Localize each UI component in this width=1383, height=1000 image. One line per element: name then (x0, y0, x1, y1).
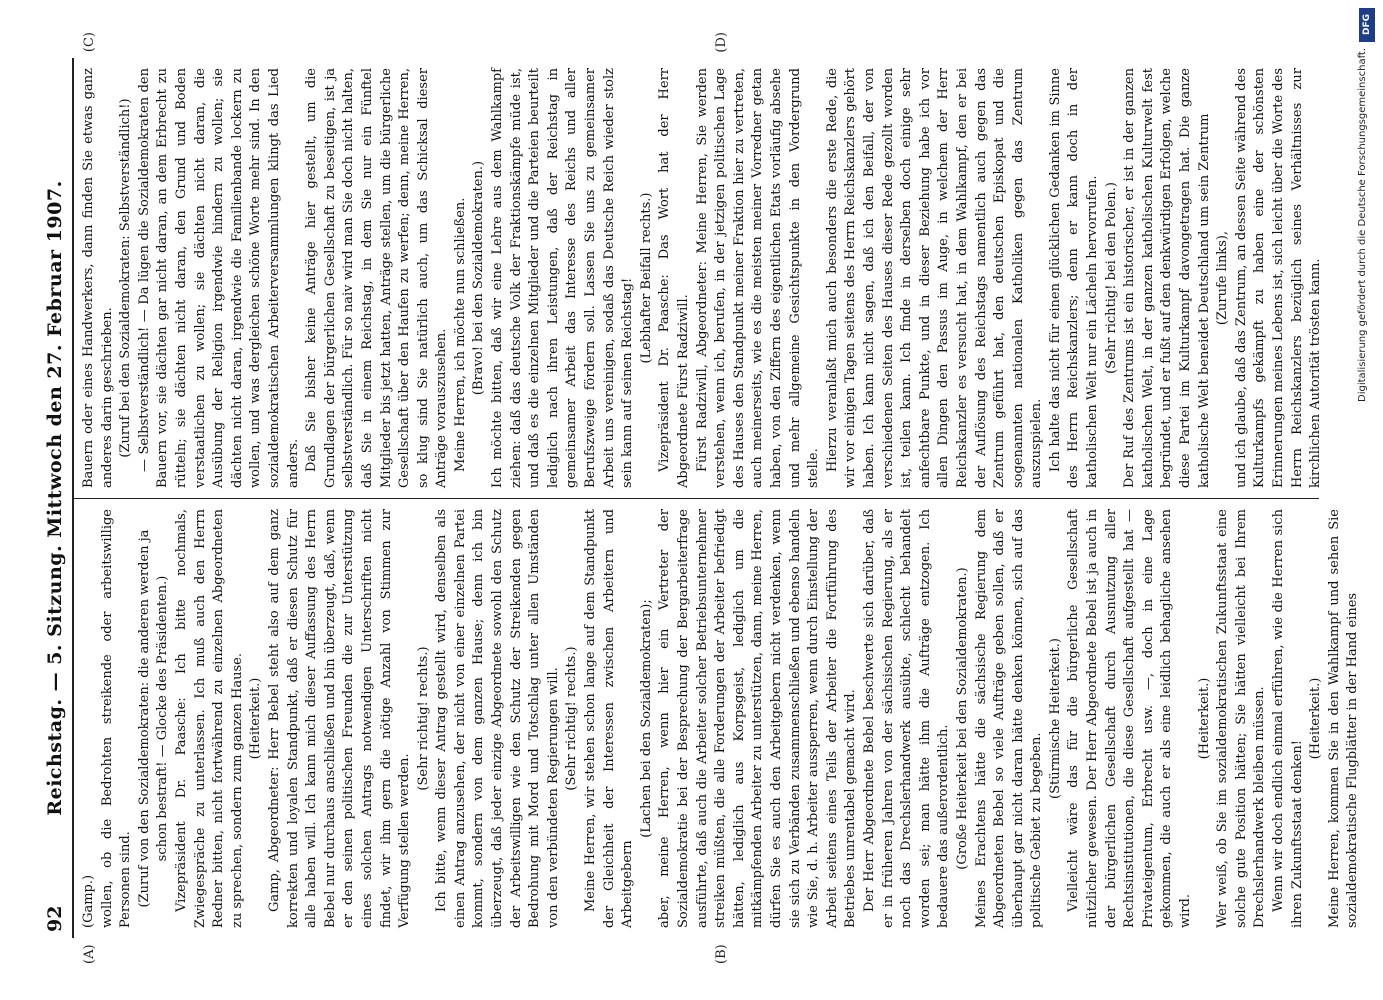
paragraph: Ich möchte bitten, daß wir eine Lehre aus dem Wahlkampf ziehen: daß das deutsche Volk der Fraktionskämpfe müde ist, und daß es die einzelnen Mitglieder und die Parteien beurteilt lediglich nach ihren Leistungen, daß der Reichstag in gemeinsamer Arbeit das Interesse des Reichs und aller Berufszweige fördern soll. Lassen Sie uns zu gemeinsamer Arbeit uns vereinigen, sodaß das Deutsche Reich wieder stolz sein kann auf seinen Reichstag! (490, 68, 636, 488)
interjection: (Sehr richtig! rechts.) (564, 646, 580, 791)
paragraph: Meine Herren, kommen Sie in den Wahlkampf und sehen Sie sozialdemokratische Flugblätter in der Hand eines (1326, 509, 1361, 928)
interjection: (Heiterkeit.) (1196, 677, 1212, 760)
paragraph: Daß Sie bisher keine Anträge hier gestellt, um die Grundlagen der bürgerlichen Gesellschaft zu beseitigen, ist ja selbstverständlich. Für so naiv wird man Sie doch nicht halten, daß Sie in einem Reichstag, in dem Sie nur ein Fünftel Mitglieder bis jetzt hatten, Anträge stellen, um die bürgerliche Gesellschaft über den Haufen zu werfen; denn, meine Herren, so klug sind Sie natürlich auch, um das Schicksal dieser Anträge vorauszusehen. (304, 68, 450, 488)
paragraph: Der Herr Abgeordnete Bebel beschwerte sich darüber, daß er in früheren Jahren von der sächsischen Regierung, als er noch das Drechslerhandwerk ausübte, schlecht behandelt worden sei; man hätte ihm die Aufträge entzogen. Ich bedauere das außerordentlich. (861, 509, 952, 928)
paragraph: und ich glaube, daß das Zentrum, an dessen Seite während des Kulturkampfs gekämpft zu haben eine der schönsten Erinnerungen meines Lebens ist, sich leicht über die Worte des Herrn Reichskanzlers bezüglich seines Verhältnisses zur kirchlichen Autorität trösten kann. (1233, 68, 1324, 488)
interjection: (Zuruf bei den Sozialdemokraten: Selbstverständlich!) (118, 98, 134, 458)
paragraph: Ich bitte, wenn dieser Antrag gestellt wird, denselben als einen Antrag anzusehen, der nicht von einer einzelnen Partei kommt, sondern von dem ganzen Hause; denn ich bin überzeugt, daß jeder einzige Abgeordnete sowohl den Schutz der Arbeitswilligen wie den Schutz der Streikenden gegen Bedrohung mit Mord und Totschlag unter allen Umständen von den verbündeten Regierungen will. (434, 509, 561, 928)
paragraph: Bauern oder eines Handwerkers, dann finden Sie etwas ganz anderes darin geschrieben. (81, 68, 115, 488)
dfg-logo: DFG (1359, 8, 1375, 42)
page-number: 92 (44, 905, 66, 932)
paragraph: — Selbstverständlich! — Da lügen die Sozialdemokraten den Bauern vor, sie dächten gar nicht daran, an dem Erbrecht zu rütteln; sie dächten nicht daran, den Grund und Boden verstaatlichen zu wollen; sie dächten nicht daran, die Ausübung der Religion irgendwie hindern zu wollen; sie dächten nicht daran, irgendwie die Familienbande lockern zu wollen, und was dergleichen schöne Worte mehr sind. In den sozialdemokratischen Arbeiterversammlungen klingt das Lied anders. (136, 68, 301, 488)
page-title: Reichstag. — 5. Sitzung. Mittwoch den 27. Februar 1907. (44, 180, 66, 816)
paragraph: Wer weiß, ob Sie im sozialdemokratischen Zukunftsstaat eine solche gute Position hätten; Sie hätten vielleicht bei Ihrem Drechslerhandwerk bleiben müssen. (1215, 509, 1268, 928)
paragraph: Vielleicht wäre das für die bürgerliche Gesellschaft nützlicher gewesen. Der Herr Abgeordnete Bebel ist ja auch in der bürgerlichen Gesellschaft durch Ausnutzung aller Rechtsinstitutionen, die diese Gesellschaft aufgestellt hat — Privateigentum, Erbrecht usw. —, doch in eine Lage gekommen, die auch er als eine leidlich behagliche ansehen wird. (1066, 509, 1194, 928)
interjection: (Zurufe links), (1215, 230, 1231, 326)
interjection: (Lachen bei den Sozialdemokraten); (638, 599, 654, 838)
paragraph: Gamp, Abgeordneter: Herr Bebel steht also auf dem ganz korrekten und loyalen Standpunkt, daß er diesen Schutz für alle haben will. Ich kann mich dieser Auffassung des Herrn Bebel nur durchaus anschließen und bin überzeugt, daß, wenn er den seinen politischen Freunden die zur Unterstützung eines solchen Antrags notwendigen Unterschriften nicht findet, wir ihm gern die nötige Anzahl von Stimmen zur Verfügung stellen werden. (266, 509, 413, 928)
margin-mark-d: (D) (714, 32, 729, 53)
right-column (74, 32, 1324, 498)
interjection: (Sehr richtig! rechts.) (415, 646, 431, 791)
paragraph: wollen, ob die Bedrohten streikende oder arbeitswillige Personen sind. (99, 509, 134, 928)
interjection: (Bravo! bei den Sozialdemokraten.) (471, 160, 487, 396)
paragraph: Vizepräsident Dr. Paasche: Ich bitte nochmals, Zwiegespräche zu unterlassen. Ich muß auch den Herrn Redner bitten, nicht fortwährend zu einzelnen Abgeordneten zu sprechen, sondern zum ganzen Hause. (173, 509, 245, 928)
paragraph: Hierzu veranlaßt mich auch besonders die erste Rede, die wir vor einigen Tagen seitens des Herrn Reichskanzlers gehört haben. Ich kann nicht sagen, daß ich den Beifall, der von verschiedenen Seiten des Hauses dieser Rede gezollt worden ist, teilen kann. Ich finde in derselben doch einige sehr anfechtbare Punkte, und in dieser Beziehung habe ich vor allen Dingen den Passus im Auge, in welchem der Herr Reichskanzler es versucht hat, in dem Wahlkampf, den er bei der Auflösung des Reichstags namentlich auch gegen das Zentrum geführt hat, den deutschen Episkopat und die sogenannten nationalen Katholiken gegen das Zentrum auszuspielen. (824, 68, 1045, 488)
digitization-credit: Digitalisierung gefördert durch die Deutsche Forschungsgemeinschaft. (1357, 48, 1368, 403)
paragraph: Meines Erachtens hätte die sächsische Regierung dem Abgeordneten Bebel so viele Aufträge geben sollen, daß er überhaupt gar nicht daran hätte denken können, sich auf das politische Gebiet zu begeben. (973, 509, 1045, 928)
interjection: (Lebhafter Beifall rechts.) (638, 192, 654, 364)
margin-mark-b: (B) (714, 944, 729, 964)
interjection: (Heiterkeit.) (248, 677, 264, 760)
margin-mark-a: (A) (82, 944, 97, 964)
paragraph: Fürst Radziwill, Abgeordneter: Meine Herren, Sie werden verstehen, wenn ich, berufen, in der jetzigen politischen Lage des Hauses den Standpunkt meiner Fraktion hier zu vertreten, auch meinerseits, wie es die meisten meiner Vorredner getan haben, von den Ziffern des eigentlichen Etats vorläufig absehe und mehr allgemeine Gesichtspunkte in den Vordergrund stelle. (694, 68, 822, 488)
paragraph: aber, meine Herren, wenn hier ein Vertreter der Sozialdemokratie bei der Besprechung der Bergarbeiterfrage ausführte, daß auch die Arbeiter solcher Betriebsunternehmer streiken müßten, die alle Forderungen der Arbeiter befriedigt hätten, lediglich aus Korpsgeist, lediglich um die mitkämpfenden Arbeiter zu unterstützen, dann, meine Herren, dürfen Sie es auch den Arbeitgebern nicht verdenken, wenn sie sich zu Verbänden zusammenschließen und ebenso handeln wie Sie, d. h. Arbeiter aussperren, wenn durch Einstellung der Arbeit seitens eines Teils der Arbeiter die Fortführung des Betriebes unrentabel gemacht wird. (657, 509, 859, 928)
paragraph: Meine Herren, ich möchte nun schließen. (452, 197, 468, 472)
paragraph: Meine Herren, wir stehen schon lange auf dem Standpunkt der Gleichheit der Interessen zwischen Arbeitern und Arbeitgebern (583, 509, 636, 928)
interjection: (Heiterkeit.) (1308, 677, 1324, 760)
margin-mark-c: (C) (82, 32, 97, 53)
paragraph: Vizepräsident Dr. Paasche: Das Wort hat der Herr Abgeordnete Fürst Radziwill. (657, 68, 691, 488)
paragraph: Wenn wir doch endlich einmal erführen, wie die Herren sich ihren Zukunftsstaat denken! (1271, 509, 1305, 928)
paragraph: Der Ruf des Zentrums ist ein historischer, er ist in der ganzen katholischen Welt, in der ganzen katholischen Kulturwelt fest begründet, und er fußt auf den denkwürdigen Erfolgen, welche diese Partei im Kulturkampf davongetragen hat. Die ganze katholische Welt beneidet Deutschland um sein Zentrum (1122, 68, 1212, 488)
interjection: (Sehr richtig! bei den Polen.) (1103, 182, 1119, 374)
paragraph: (Gamp.) (81, 874, 96, 928)
page-header (44, 58, 68, 938)
interjection: (Zuruf von den Sozialdemokraten: die anderen werden ja schon bestraft! — Glocke des Präsidenten.) (136, 529, 171, 908)
interjection: (Stürmische Heiterkeit.) (1047, 638, 1063, 799)
left-column (74, 498, 1361, 964)
paragraph: Ich halte das nicht für einen glücklichen Gedanken im Sinne des Herrn Reichskanzlers; denn er kann doch in der katholischen Welt nur ein Lächeln hervorrufen. (1047, 68, 1101, 488)
columns (74, 32, 1361, 964)
interjection: (Große Heiterkeit bei den Sozialdemokraten.) (954, 567, 970, 870)
